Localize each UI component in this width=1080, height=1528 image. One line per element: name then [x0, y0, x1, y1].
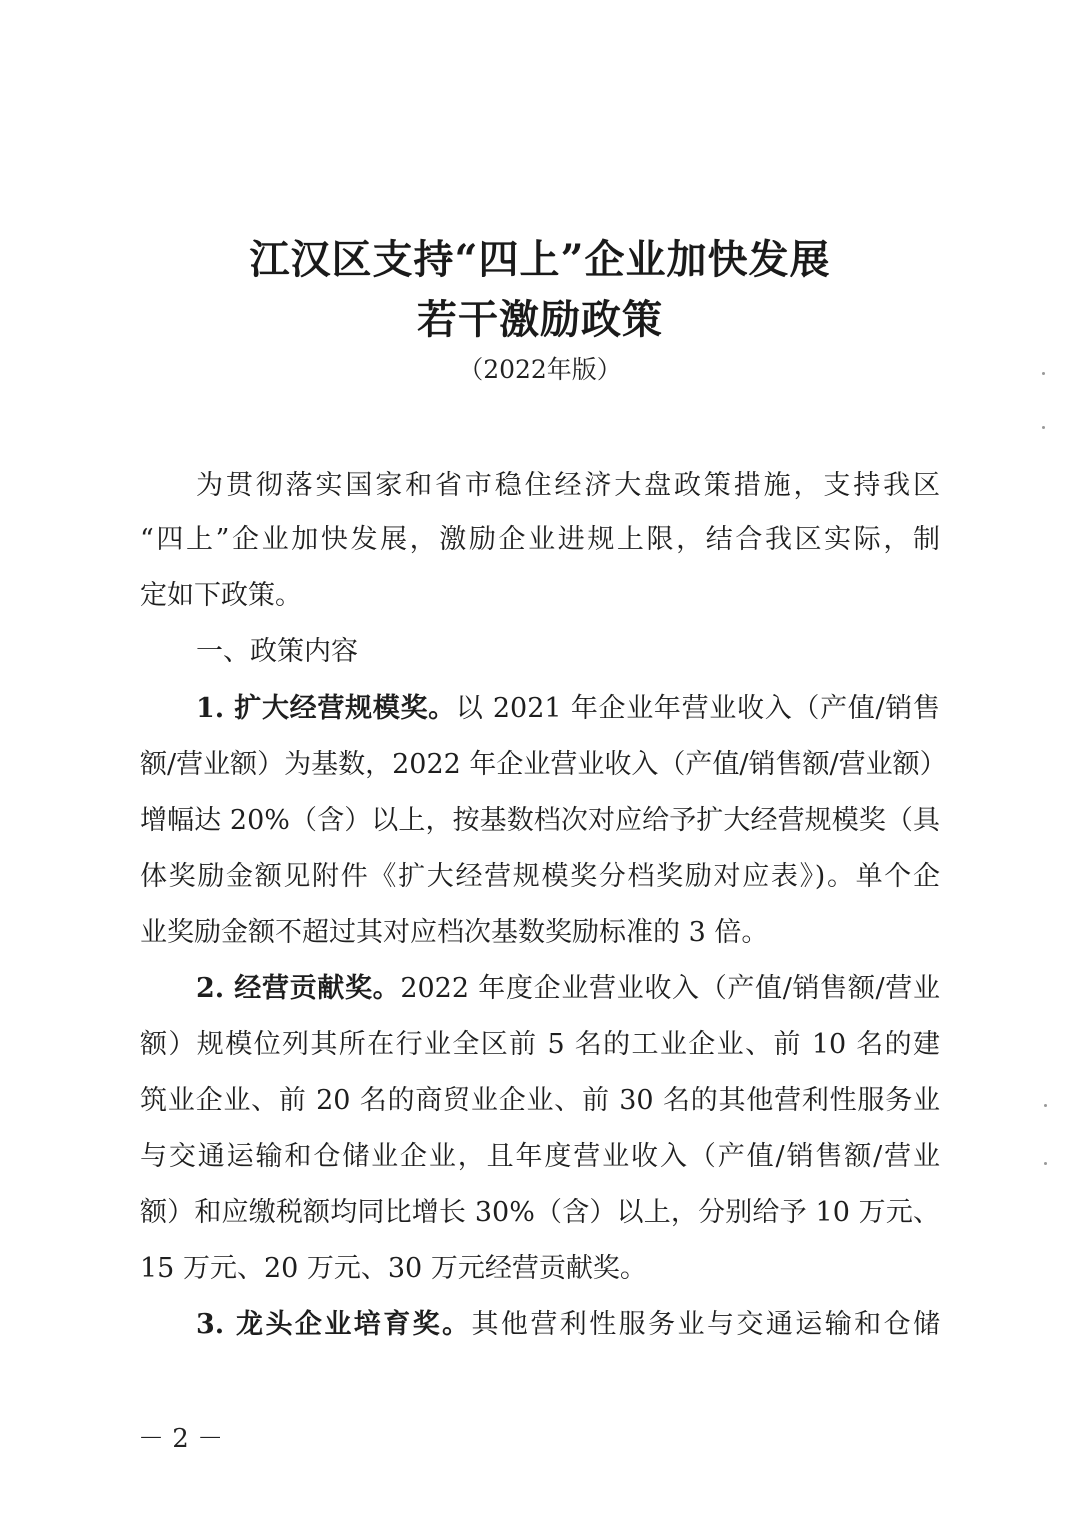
item-2-line-5: 额）和应缴税额均同比增长 30%（含）以上，分别给予 10 万元、 [140, 1197, 940, 1228]
item-1-line-3: 增幅达 20%（含）以上，按基数档次对应给予扩大经营规模奖（具 [140, 805, 940, 836]
item-1-line-2: 额/营业额）为基数，2022 年企业营业收入（产值/销售额/营业额） [140, 749, 947, 780]
item-2-text-1: 2022 年度企业营业收入（产值/销售额/营业 [400, 973, 940, 1004]
item-2-line-2: 额）规模位列其所在行业全区前 5 名的工业企业、前 10 名的建 [140, 1029, 940, 1060]
item-2-line-1 [196, 971, 940, 1007]
intro-line-3: 定如下政策。 [140, 580, 302, 611]
item-1-line-5: 业奖励金额不超过其对应档次基数奖励标准的 3 倍。 [140, 917, 769, 948]
item-1-line-4: 体奖励金额见附件《扩大经营规模奖分档奖励对应表》)。单个企 [140, 861, 940, 892]
item-2-line-6: 15 万元、20 万元、30 万元经营贡献奖。 [140, 1253, 647, 1284]
intro-line-2: “四上”企业加快发展，激励企业进规上限，结合我区实际，制 [140, 524, 940, 555]
scan-speck [1044, 1162, 1047, 1165]
page-number: － 2 － [138, 1424, 224, 1454]
document-title-line-2: 若干激励政策 [417, 296, 663, 343]
section-heading: 一、政策内容 [196, 636, 358, 667]
document-title-line-1: 江汉区支持“四上”企业加快发展 [249, 236, 831, 283]
scan-speck [1042, 426, 1045, 429]
document-edition: （2022年版） [458, 355, 622, 384]
item-3-text-1: 其他营利性服务业与交通运输和仓储 [471, 1309, 941, 1340]
item-2-line-4: 与交通运输和仓储业企业，且年度营业收入（产值/销售额/营业 [140, 1141, 940, 1172]
scan-speck [1044, 1104, 1047, 1107]
item-3-line-1 [196, 1307, 940, 1343]
item-2-lead: 2. 经营贡献奖。 [196, 973, 401, 1004]
intro-line-1: 为贯彻落实国家和省市稳住经济大盘政策措施，支持我区 [196, 470, 940, 501]
item-1-lead: 1. 扩大经营规模奖。 [196, 693, 456, 724]
item-2-line-3: 筑业企业、前 20 名的商贸业企业、前 30 名的其他营利性服务业 [140, 1085, 940, 1116]
item-1-line-1 [196, 691, 940, 727]
scan-speck [1042, 372, 1045, 375]
item-3-lead: 3. 龙头企业培育奖。 [196, 1309, 472, 1340]
item-1-text-1: 以 2021 年企业年营业收入（产值/销售 [455, 693, 940, 724]
